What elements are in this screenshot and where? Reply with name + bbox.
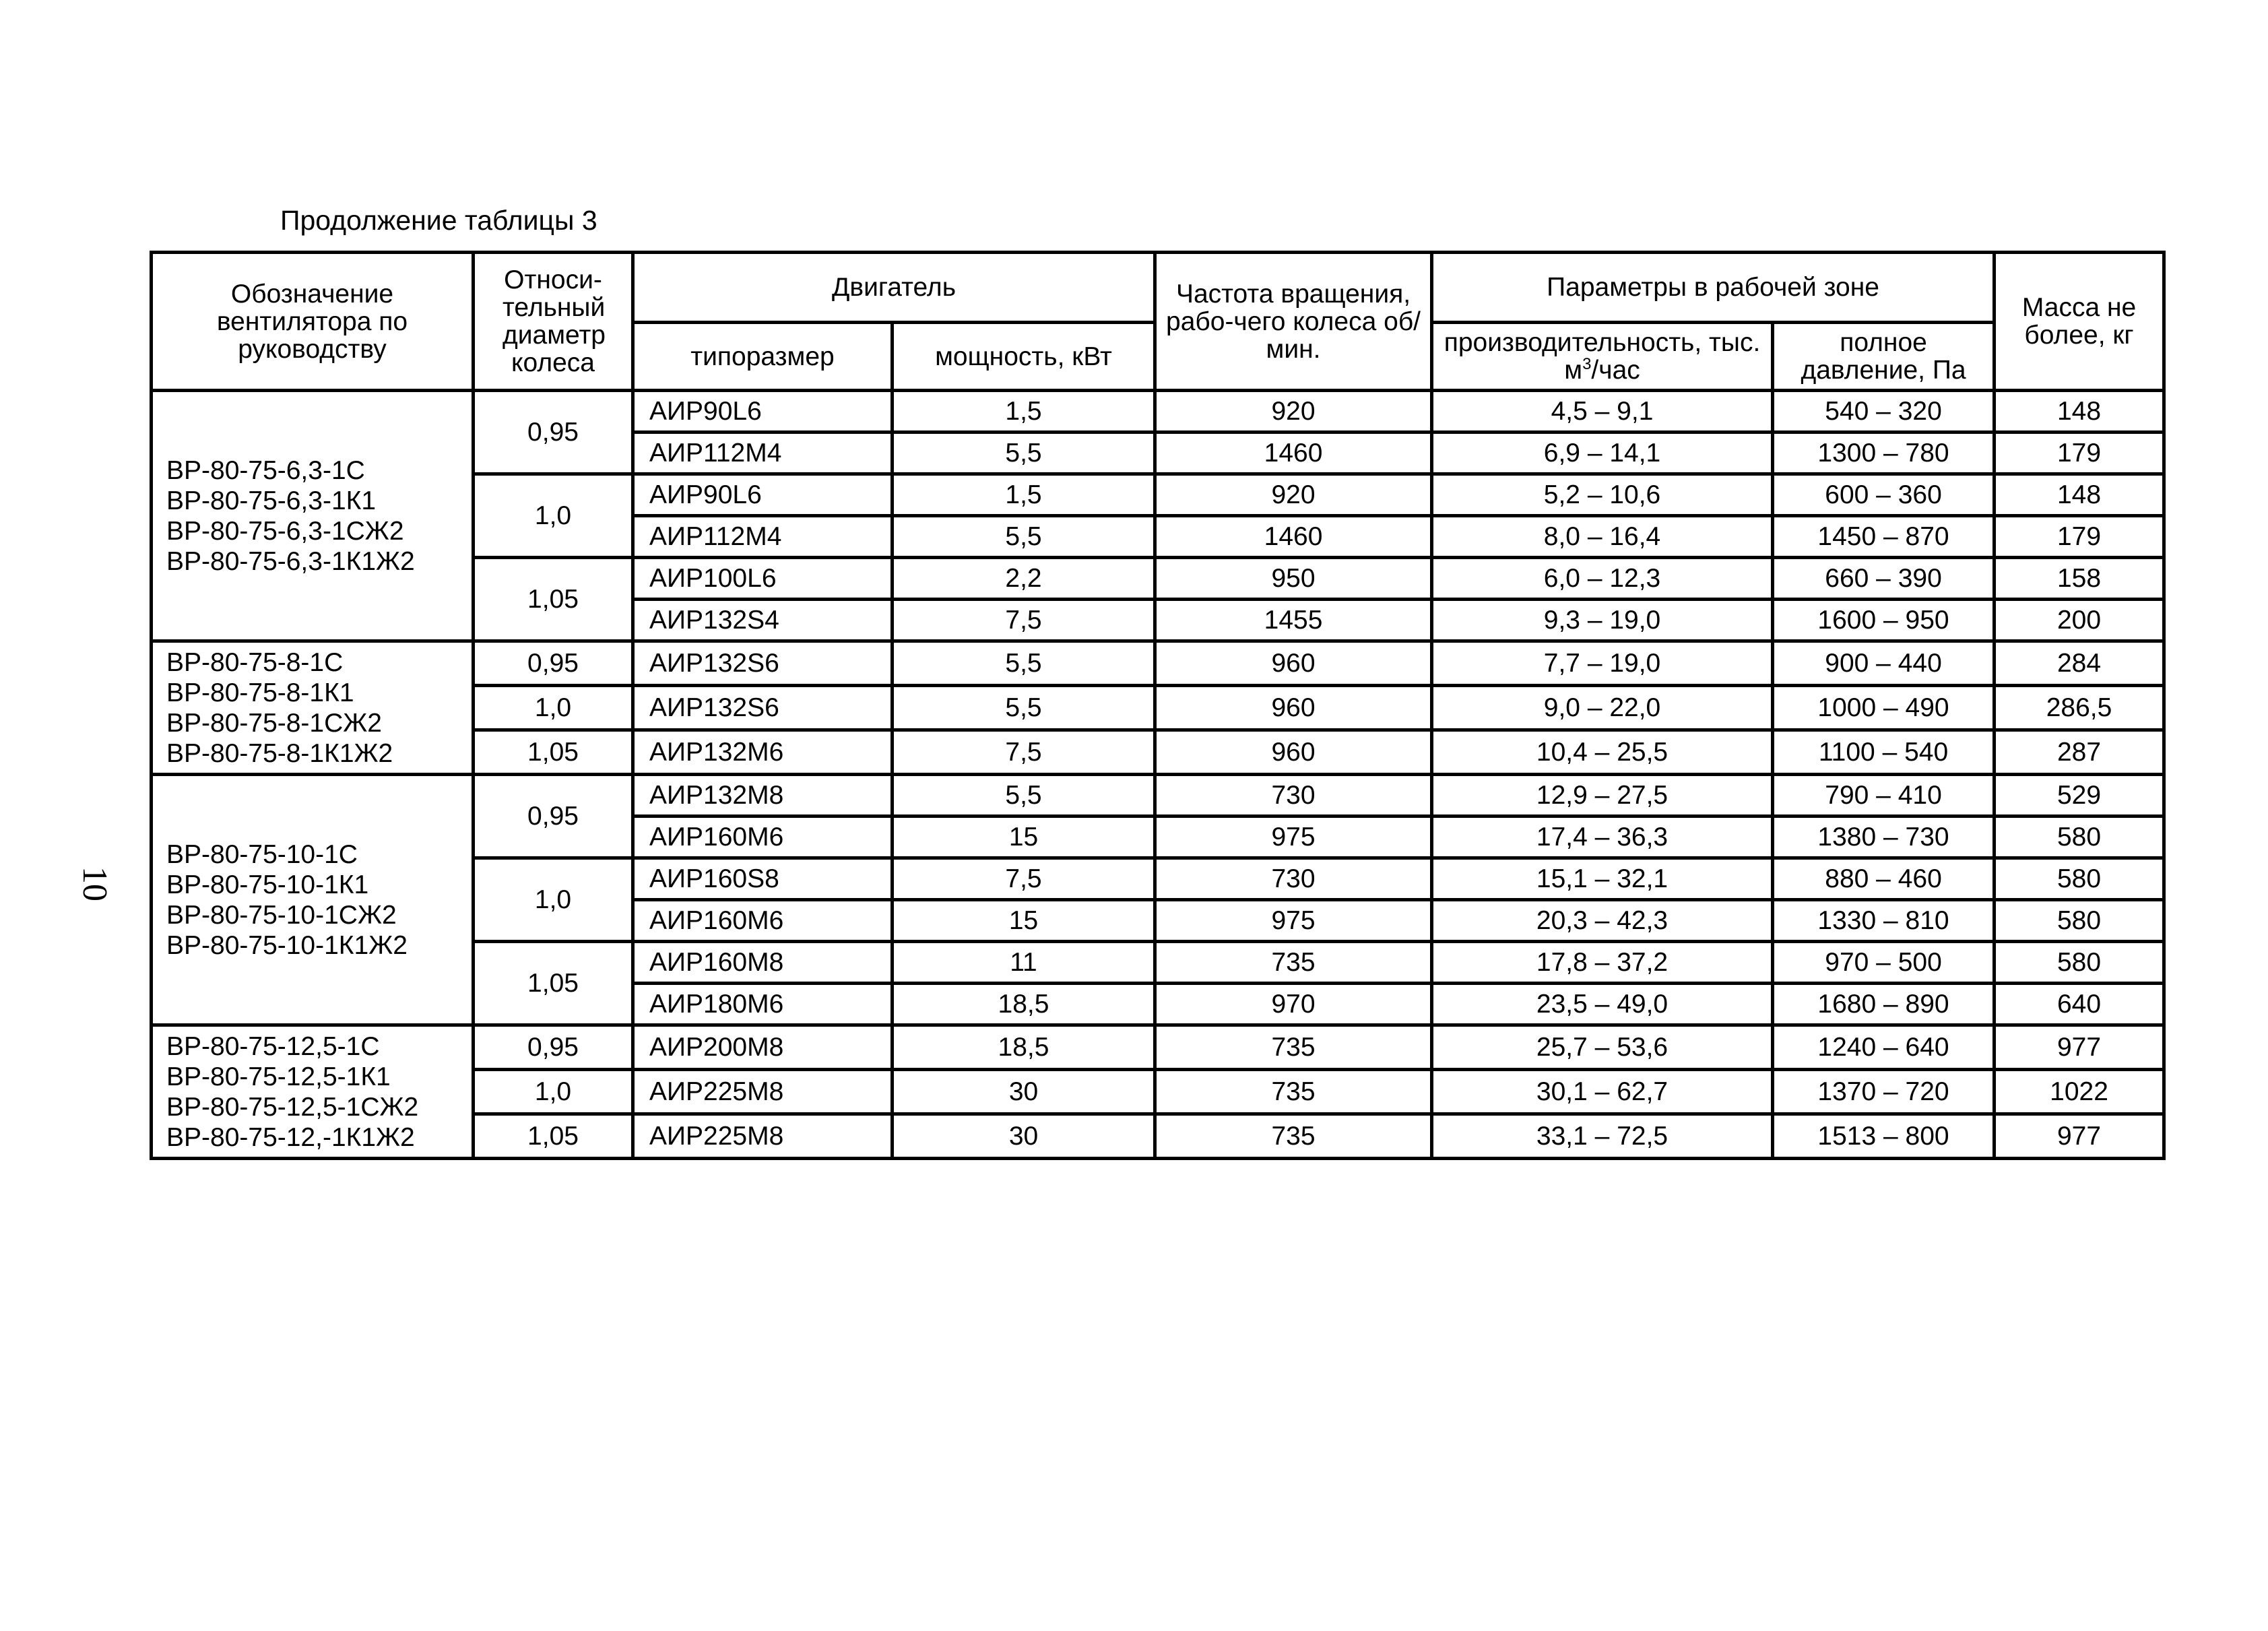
power-cell: 15	[893, 817, 1155, 858]
speed-cell: 975	[1155, 817, 1432, 858]
capacity-cell: 8,0 – 16,4	[1432, 516, 1773, 558]
power-cell: 1,5	[893, 474, 1155, 516]
header-mass: Масса не более, кг	[1995, 253, 2164, 391]
diameter-cell: 1,0	[474, 1070, 633, 1114]
pressure-cell: 1240 – 640	[1773, 1025, 1995, 1070]
speed-cell: 970	[1155, 984, 1432, 1025]
pressure-cell: 1513 – 800	[1773, 1114, 1995, 1159]
motor-cell: АИР112М4	[633, 516, 893, 558]
power-cell: 18,5	[893, 984, 1155, 1025]
speed-cell: 975	[1155, 900, 1432, 942]
mass-cell: 640	[1995, 984, 2164, 1025]
power-cell: 30	[893, 1070, 1155, 1114]
power-cell: 15	[893, 900, 1155, 942]
mass-cell: 977	[1995, 1025, 2164, 1070]
pressure-cell: 1300 – 780	[1773, 433, 1995, 474]
power-cell: 5,5	[893, 433, 1155, 474]
pressure-cell: 900 – 440	[1773, 641, 1995, 686]
motor-cell: АИР160М8	[633, 942, 893, 984]
diameter-cell: 1,0	[474, 686, 633, 730]
header-rotation-speed: Частота вращения, рабо-чего колеса об/мин.	[1155, 253, 1432, 391]
power-cell: 5,5	[893, 516, 1155, 558]
mass-cell: 284	[1995, 641, 2164, 686]
motor-cell: АИР132М8	[633, 775, 893, 817]
pressure-cell: 880 – 460	[1773, 858, 1995, 900]
pressure-cell: 660 – 390	[1773, 558, 1995, 600]
diameter-cell: 0,95	[474, 391, 633, 474]
speed-cell: 920	[1155, 474, 1432, 516]
mass-cell: 529	[1995, 775, 2164, 817]
header-engine-power: мощность, кВт	[893, 323, 1155, 391]
model-cell: ВР-80-75-8-1С ВР-80-75-8-1К1 ВР-80-75-8-1СЖ2 ВР-80-75-8-1К1Ж2	[152, 641, 474, 775]
power-cell: 1,5	[893, 391, 1155, 433]
pressure-cell: 1380 – 730	[1773, 817, 1995, 858]
mass-cell: 287	[1995, 730, 2164, 775]
power-cell: 7,5	[893, 730, 1155, 775]
power-cell: 11	[893, 942, 1155, 984]
pressure-cell: 1680 – 890	[1773, 984, 1995, 1025]
pressure-cell: 600 – 360	[1773, 474, 1995, 516]
motor-cell: АИР90L6	[633, 391, 893, 433]
header-engine-type: типоразмер	[633, 323, 893, 391]
speed-cell: 920	[1155, 391, 1432, 433]
motor-cell: АИР112М4	[633, 433, 893, 474]
mass-cell: 158	[1995, 558, 2164, 600]
pressure-cell: 1450 – 870	[1773, 516, 1995, 558]
capacity-cell: 9,0 – 22,0	[1432, 686, 1773, 730]
mass-cell: 179	[1995, 433, 2164, 474]
mass-cell: 580	[1995, 942, 2164, 984]
model-cell: ВР-80-75-6,3-1С ВР-80-75-6,3-1К1 ВР-80-75-6,3-1СЖ2 ВР-80-75-6,3-1К1Ж2	[152, 391, 474, 641]
header-working-zone-params: Параметры в рабочей зоне	[1432, 253, 1995, 323]
motor-cell: АИР160S8	[633, 858, 893, 900]
motor-cell: АИР225М8	[633, 1070, 893, 1114]
motor-cell: АИР90L6	[633, 474, 893, 516]
speed-cell: 730	[1155, 858, 1432, 900]
header-relative-diameter: Относи-тельный диаметр колеса	[474, 253, 633, 391]
diameter-cell: 0,95	[474, 775, 633, 858]
power-cell: 5,5	[893, 775, 1155, 817]
speed-cell: 735	[1155, 1025, 1432, 1070]
power-cell: 5,5	[893, 641, 1155, 686]
mass-cell: 200	[1995, 600, 2164, 641]
speed-cell: 730	[1155, 775, 1432, 817]
speed-cell: 735	[1155, 1070, 1432, 1114]
capacity-cell: 6,9 – 14,1	[1432, 433, 1773, 474]
speed-cell: 735	[1155, 942, 1432, 984]
diameter-cell: 1,0	[474, 858, 633, 942]
diameter-cell: 1,05	[474, 558, 633, 641]
mass-cell: 148	[1995, 391, 2164, 433]
model-cell: ВР-80-75-10-1С ВР-80-75-10-1К1 ВР-80-75-10-1СЖ2 ВР-80-75-10-1К1Ж2	[152, 775, 474, 1025]
capacity-cell: 20,3 – 42,3	[1432, 900, 1773, 942]
pressure-cell: 1370 – 720	[1773, 1070, 1995, 1114]
speed-cell: 1460	[1155, 433, 1432, 474]
motor-cell: АИР225М8	[633, 1114, 893, 1159]
header-engine: Двигатель	[633, 253, 1155, 323]
capacity-cell: 30,1 – 62,7	[1432, 1070, 1773, 1114]
speed-cell: 950	[1155, 558, 1432, 600]
mass-cell: 580	[1995, 858, 2164, 900]
header-total-pressure: полное давление, Па	[1773, 323, 1995, 391]
capacity-cell: 9,3 – 19,0	[1432, 600, 1773, 641]
capacity-cell: 17,4 – 36,3	[1432, 817, 1773, 858]
speed-cell: 1455	[1155, 600, 1432, 641]
mass-cell: 148	[1995, 474, 2164, 516]
mass-cell: 580	[1995, 817, 2164, 858]
motor-cell: АИР160М6	[633, 900, 893, 942]
capacity-cell: 15,1 – 32,1	[1432, 858, 1773, 900]
fan-specification-table	[150, 251, 2166, 1160]
capacity-cell: 5,2 – 10,6	[1432, 474, 1773, 516]
diameter-cell: 1,05	[474, 942, 633, 1025]
model-cell: ВР-80-75-12,5-1С ВР-80-75-12,5-1К1 ВР-80-75-12,5-1СЖ2 ВР-80-75-12,-1К1Ж2	[152, 1025, 474, 1159]
speed-cell: 960	[1155, 641, 1432, 686]
speed-cell: 1460	[1155, 516, 1432, 558]
capacity-cell: 33,1 – 72,5	[1432, 1114, 1773, 1159]
speed-cell: 960	[1155, 730, 1432, 775]
motor-cell: АИР132S6	[633, 686, 893, 730]
power-cell: 2,2	[893, 558, 1155, 600]
motor-cell: АИР100L6	[633, 558, 893, 600]
diameter-cell: 0,95	[474, 1025, 633, 1070]
capacity-cell: 17,8 – 37,2	[1432, 942, 1773, 984]
power-cell: 18,5	[893, 1025, 1155, 1070]
diameter-cell: 1,0	[474, 474, 633, 558]
pressure-cell: 1000 – 490	[1773, 686, 1995, 730]
mass-cell: 1022	[1995, 1070, 2164, 1114]
mass-cell: 580	[1995, 900, 2164, 942]
motor-cell: АИР200М8	[633, 1025, 893, 1070]
motor-cell: АИР132S6	[633, 641, 893, 686]
speed-cell: 960	[1155, 686, 1432, 730]
pressure-cell: 540 – 320	[1773, 391, 1995, 433]
pressure-cell: 1330 – 810	[1773, 900, 1995, 942]
motor-cell: АИР160М6	[633, 817, 893, 858]
header-designation: Обозначение вентилятора по руководству	[152, 253, 474, 391]
power-cell: 5,5	[893, 686, 1155, 730]
header-capacity: производительность, тыс. $м^3$/час	[1432, 323, 1773, 391]
mass-cell: 286,5	[1995, 686, 2164, 730]
power-cell: 30	[893, 1114, 1155, 1159]
mass-cell: 179	[1995, 516, 2164, 558]
capacity-cell: 7,7 – 19,0	[1432, 641, 1773, 686]
capacity-cell: 6,0 – 12,3	[1432, 558, 1773, 600]
pressure-cell: 1100 – 540	[1773, 730, 1995, 775]
mass-cell: 977	[1995, 1114, 2164, 1159]
power-cell: 7,5	[893, 858, 1155, 900]
motor-cell: АИР180М6	[633, 984, 893, 1025]
diameter-cell: 1,05	[474, 1114, 633, 1159]
table-caption: Продолжение таблицы 3	[280, 205, 597, 236]
pressure-cell: 790 – 410	[1773, 775, 1995, 817]
diameter-cell: 0,95	[474, 641, 633, 686]
power-cell: 7,5	[893, 600, 1155, 641]
page-number: 10	[75, 866, 114, 901]
capacity-cell: 10,4 – 25,5	[1432, 730, 1773, 775]
capacity-cell: 25,7 – 53,6	[1432, 1025, 1773, 1070]
pressure-cell: 970 – 500	[1773, 942, 1995, 984]
speed-cell: 735	[1155, 1114, 1432, 1159]
diameter-cell: 1,05	[474, 730, 633, 775]
capacity-cell: 4,5 – 9,1	[1432, 391, 1773, 433]
motor-cell: АИР132S4	[633, 600, 893, 641]
capacity-cell: 23,5 – 49,0	[1432, 984, 1773, 1025]
pressure-cell: 1600 – 950	[1773, 600, 1995, 641]
motor-cell: АИР132М6	[633, 730, 893, 775]
capacity-cell: 12,9 – 27,5	[1432, 775, 1773, 817]
